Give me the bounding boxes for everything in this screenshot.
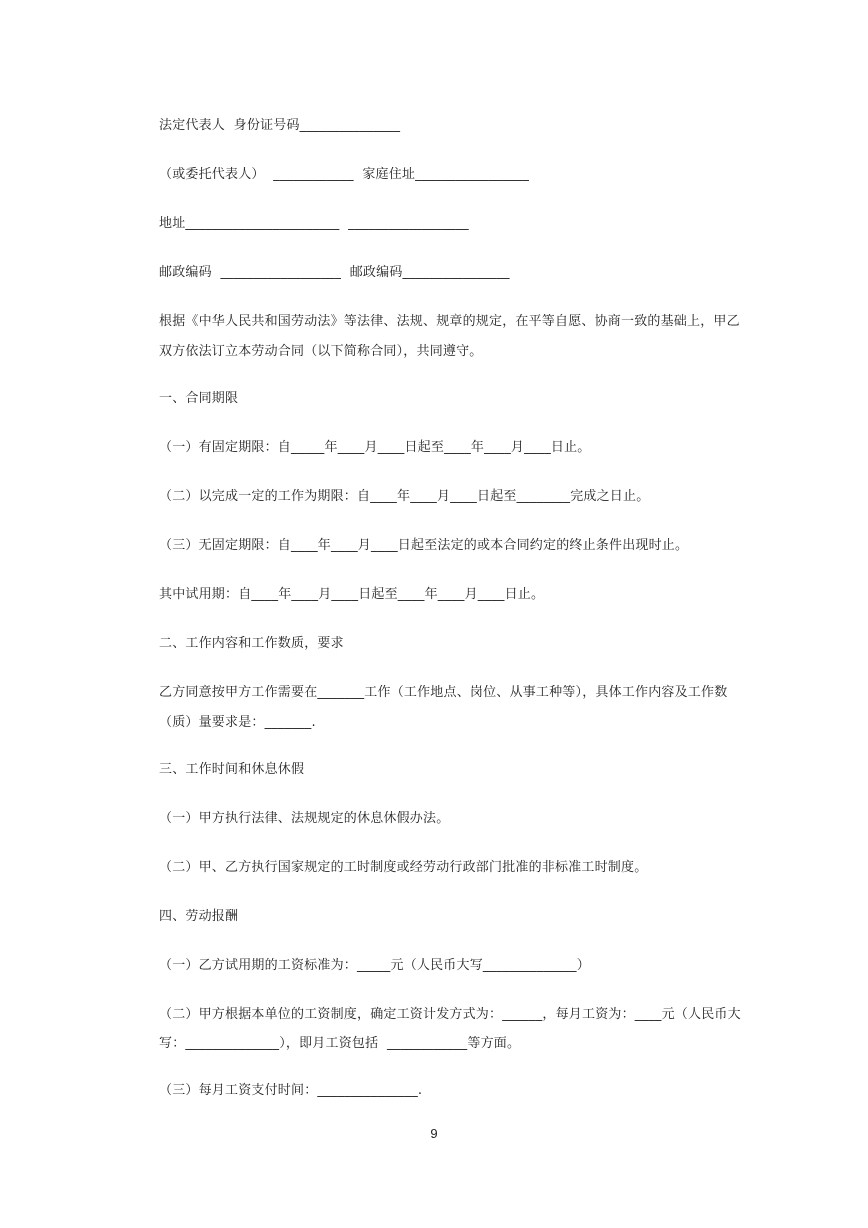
- clause-wage-method-line-1: （二）甲方根据本单位的工资制度，确定工资计发方式为：______，每月工资为：____元（人民币大: [159, 1007, 741, 1022]
- preamble-line-2: 双方依法订立本劳动合同（以下简称合同），共同遵守。: [159, 344, 483, 359]
- section-heading-working-hours: 三、工作时间和休息休假: [159, 762, 305, 777]
- clause-wage-method-line-2: 写：______________），即月工资包括 ____________等方面。: [159, 1036, 521, 1051]
- work-content-line-2: （质）量要求是：_______.: [159, 715, 316, 730]
- address-line: 地址_______________________ __________________: [159, 216, 469, 231]
- preamble-line-1: 根据《中华人民共和国劳动法》等法律、法规、规章的规定，在平等自愿、协商一致的基础上，甲乙: [159, 314, 740, 329]
- clause-open-term: （三）无固定期限：自____年____月____日起至法定的或本合同约定的终止条件出现时止。: [159, 538, 689, 553]
- clause-probation: 其中试用期：自____年____月____日起至____年____月____日止。: [159, 587, 545, 602]
- section-heading-contract-term: 一、合同期限: [159, 391, 239, 406]
- clause-payment-time: （三）每月工资支付时间：_______________.: [159, 1083, 423, 1098]
- clause-working-hours-system: （二）甲、乙方执行国家规定的工时制度或经劳动行政部门批准的非标准工时制度。: [159, 860, 648, 875]
- section-heading-remuneration: 四、劳动报酬: [159, 909, 239, 924]
- clause-fixed-term: （一）有固定期限：自_____年____月____日起至____年____月____日止。: [159, 440, 591, 455]
- page-number: 9: [430, 1126, 438, 1141]
- clause-rest-leave: （一）甲方执行法律、法规规定的休息休假办法。: [159, 811, 450, 826]
- clause-task-term: （二）以完成一定的工作为期限：自____年____月____日起至________完成之日止。: [159, 489, 650, 504]
- legal-representative-line: 法定代表人 身份证号码_______________: [159, 118, 401, 133]
- postal-code-line: 邮政编码 __________________ 邮政编码________________: [159, 265, 510, 280]
- work-content-line-1: 乙方同意按甲方工作需要在_______工作（工作地点、岗位、从事工种等），具体工作内容及工作数: [159, 685, 728, 700]
- clause-probation-wage: （一）乙方试用期的工资标准为：_____元（人民币大写______________）: [159, 958, 590, 973]
- section-heading-work-content: 二、工作内容和工作数质，要求: [159, 636, 344, 651]
- authorized-representative-line: （或委托代表人） ____________ 家庭住址_________________: [159, 167, 530, 182]
